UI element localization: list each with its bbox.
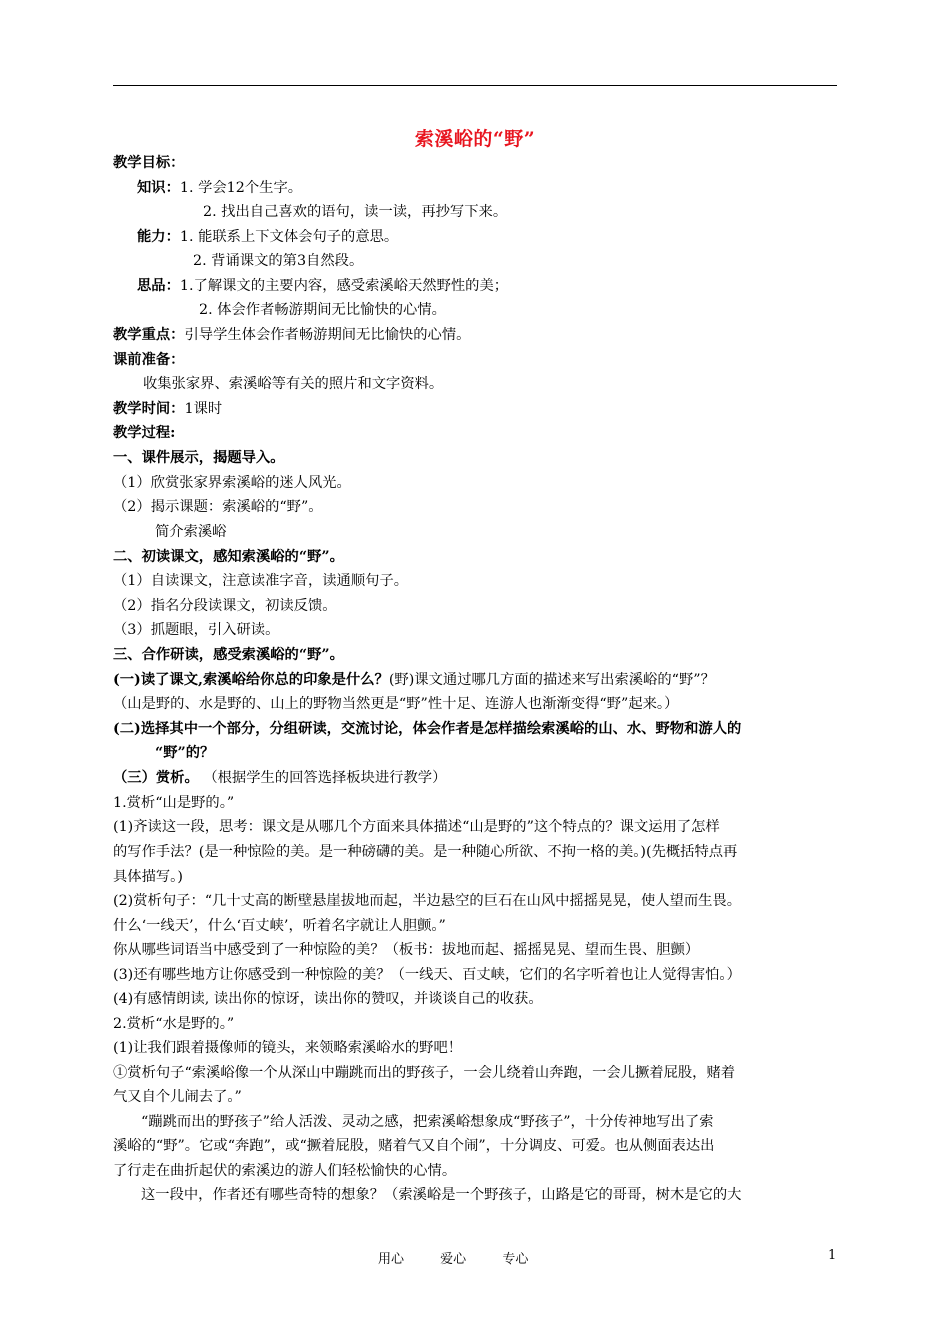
text-line [113,718,741,740]
text-line [113,792,234,814]
text-line [113,890,741,912]
bold-text: 知识： [137,180,180,196]
text-line [141,1111,714,1133]
text: 的写作手法？(是一种惊险的美。是一种磅礴的美。是一种随心所欲、不拘一格的美。)(先概括特点再 [113,844,738,860]
text: 具体描写。) [113,869,183,885]
text-line [113,349,184,371]
text-line [113,595,337,617]
text: 2. 体会作者畅游期间无比愉快的心情。 [199,302,446,318]
text: 2. 找出自己喜欢的语句，读一读，再抄写下来。 [203,204,508,220]
text: （1）欣赏张家界索溪峪的迷人风光。 [113,475,351,491]
text: 1课时 [184,401,223,417]
text-line [113,964,741,986]
text-line [203,201,507,223]
text: 2.赏析“水是野的。” [113,1016,235,1032]
bold-text: 教学目标： [113,155,185,171]
footer-word: 专心 [502,1252,529,1267]
bold-text: 二、初读课文，感知索溪峪的“野”。 [113,549,344,565]
text-line [113,398,222,420]
footer-word: 用心 [378,1252,405,1267]
text: 1.赏析“山是野的。” [113,795,235,811]
text-line [113,866,183,888]
text-line [137,275,508,297]
bold-text: 教学重点： [113,327,185,343]
text-line [113,447,285,469]
text-line [113,988,543,1010]
text-line [113,619,279,641]
text: (4)有感情朗读, 读出你的惊讶，读出你的赞叹，并谈谈自己的收获。 [113,991,543,1007]
bold-text: 思品： [137,278,180,294]
text-line [199,299,446,321]
text: 引导学生体会作者畅游期间无比愉快的心情。 [184,327,471,343]
text-line [137,177,302,199]
text-line [113,767,446,789]
text: (1)让我们跟着摄像师的镜头，来领略索溪峪水的野吧！ [113,1040,463,1056]
bold-text: 教学过程: [113,425,176,441]
text-line [113,472,351,494]
text-line [155,742,214,764]
bold-text: “野”的？ [155,745,215,761]
footer-word: 爱心 [440,1252,467,1267]
text: 你从哪些词语当中感受到了一种惊险的美？（板书：拔地而起、摇摇晃晃、望而生畏、胆颤） [113,942,700,958]
text: 简介索溪峪 [155,524,227,540]
text: (野)课文通过哪几方面的描述来写出索溪峪的“野”？ [388,672,715,688]
text-line [113,669,715,691]
bold-text: （三）赏析。 [113,770,199,786]
text: 什么‘一线天’，什么‘百丈峡’，听着名字就让人胆颤。” [113,918,446,934]
text: “蹦跳而出的野孩子”给人活泼、灵动之感，把索溪峪想象成“野孩子”，十分传神地写出了索 [141,1114,714,1130]
text-line [113,1086,242,1108]
text: 2. 背诵课文的第3自然段。 [193,253,364,269]
bold-text: 教学时间： [113,401,185,417]
text-line [137,226,398,248]
text-line [155,521,226,543]
text: 了行走在曲折起伏的索溪边的游人们轻松愉快的心情。 [113,1163,457,1179]
text-line [113,422,175,444]
header-rule [113,85,837,86]
text: （山是野的、水是野的、山上的野物当然更是“野”性十足、连游人也渐渐变得“野”起来。） [113,696,679,712]
text-line [143,373,443,395]
text-line [113,324,470,346]
text-line [113,152,184,174]
text-line [113,693,678,715]
text: （2）指名分段读课文，初读反馈。 [113,598,337,614]
text-line [113,496,323,518]
bold-text: (二)选择其中一个部分，分组研读，交流讨论，体会作者是怎样描绘索溪峪的山、水、野物和游人的 [113,721,742,737]
text: (2)赏析句子：“几十丈高的断壁悬崖拔地而起，半边悬空的巨石在山风中摇摇晃晃，使人望而生畏。 [113,893,742,909]
text-line [113,816,720,838]
text: 气又自个儿闹去了。” [113,1089,242,1105]
text-line [113,1135,714,1157]
text: （根据学生的回答选择板块进行教学） [198,770,447,786]
footer-slogan [378,1248,560,1267]
text-line [193,250,363,272]
text: （1）自读课文，注意读准字音，读通顺句子。 [113,573,409,589]
text: 收集张家界、索溪峪等有关的照片和文字资料。 [143,376,444,392]
text: 1.了解课文的主要内容，感受索溪峪天然野性的美； [179,278,509,294]
text: 溪峪的“野”。它或“奔跑”，或“撅着屁股，赌着气又自个闹”，十分调皮、可爱。也从侧面表达出 [113,1138,715,1154]
bold-text: 一、课件展示，揭题导入。 [113,450,285,466]
page-number: 1 [828,1248,837,1263]
text-line [141,1184,741,1206]
text: ①赏析句子“索溪峪像一个从深山中蹦跳而出的野孩子，一会儿绕着山奔跑，一会儿撅着屁股，赌着 [113,1065,736,1081]
text: 这一段中，作者还有哪些奇特的想象？（索溪峪是一个野孩子，山路是它的哥哥，树木是它的大 [141,1187,742,1203]
text: (1)齐读这一段，思考：课文是从哪几个方面来具体描述“山是野的”这个特点的？课文运用了怎样 [113,819,720,835]
bold-text: (一)读了课文,索溪峪给你总的印象是什么？ [113,672,389,688]
text-line [113,841,737,863]
text-line [113,1160,456,1182]
text-line [113,570,408,592]
text-line [113,1062,735,1084]
bold-text: 能力： [137,229,180,245]
text: （3）抓题眼，引入研读。 [113,622,280,638]
text-line [113,939,699,961]
text-line [113,1013,234,1035]
text-line [113,915,446,937]
text-line [113,644,344,666]
text-line [113,546,344,568]
text: (3)还有哪些地方让你感受到一种惊险的美？（一线天、百丈峡，它们的名字听着也让人觉得害怕。） [113,967,741,983]
text: 1. 学会12个生字。 [179,180,303,196]
text-line [113,1037,462,1059]
bold-text: 课前准备： [113,352,185,368]
page-title: 索溪峪的“野” [414,128,536,150]
text: （2）揭示课题：索溪峪的“野”。 [113,499,323,515]
bold-text: 三、合作研读，感受索溪峪的“野”。 [113,647,344,663]
text: 1. 能联系上下文体会句子的意思。 [179,229,399,245]
